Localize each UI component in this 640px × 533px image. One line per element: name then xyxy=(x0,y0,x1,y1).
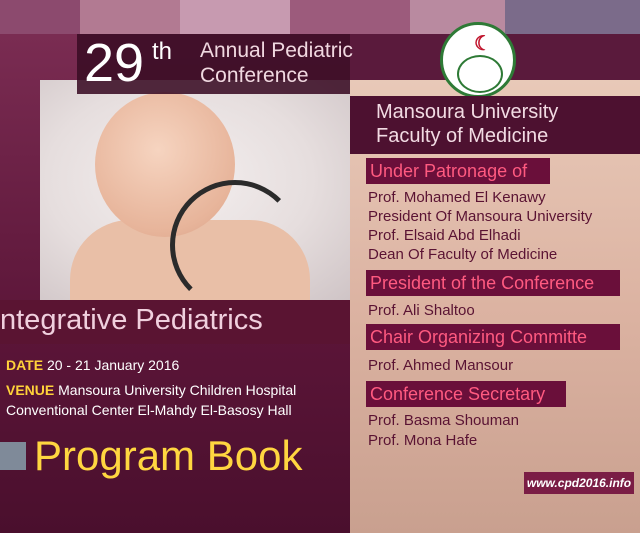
edition-number: 29 xyxy=(84,33,145,93)
secretary2-name: Prof. Mona Hafe xyxy=(368,432,478,449)
conference-title-line1: Annual Pediatric xyxy=(200,39,353,62)
decorative-square xyxy=(0,442,26,470)
patron1-name: Prof. Mohamed El Kenawy xyxy=(368,189,546,206)
logo-emblem xyxy=(457,55,503,93)
secretary-header: Conference Secretary xyxy=(366,381,566,407)
conference-title xyxy=(200,38,353,88)
patronage-header: Under Patronage of xyxy=(366,158,550,184)
header-tile xyxy=(505,0,640,34)
header-tile xyxy=(290,0,410,34)
conference-title-line2: Conference xyxy=(200,64,309,87)
president-header: President of the Conference xyxy=(366,270,620,296)
header-tile xyxy=(180,0,290,34)
university-logo xyxy=(440,22,516,98)
institution-name xyxy=(376,100,558,148)
event-venue xyxy=(6,380,296,420)
event-date xyxy=(6,357,179,373)
edition-suffix: th xyxy=(152,38,173,65)
header-tile xyxy=(0,0,80,34)
header-tile xyxy=(80,0,180,34)
chair-name: Prof. Ahmed Mansour xyxy=(368,357,514,374)
institution-line1: Mansoura University xyxy=(376,101,559,123)
venue-line1: Mansoura University Children Hospital xyxy=(58,382,297,398)
patron2-name: Prof. Elsaid Abd Elhadi xyxy=(368,227,521,244)
president-name: Prof. Ali Shaltoo xyxy=(368,302,475,319)
patron2-role: Dean Of Faculty of Medicine xyxy=(368,246,558,263)
program-book-title: Program Book xyxy=(34,432,303,479)
date-label: DATE xyxy=(6,357,44,373)
website-link[interactable]: www.cpd2016.info xyxy=(524,472,634,494)
venue-label: VENUE xyxy=(6,382,55,398)
venue-line2: Conventional Center El-Mahdy El-Basosy Hall xyxy=(6,402,292,418)
institution-line2: Faculty of Medicine xyxy=(376,125,549,147)
stethoscope-icon xyxy=(170,180,300,310)
chair-header: Chair Organizing Committe xyxy=(366,324,620,350)
conference-theme: ntegrative Pediatrics xyxy=(0,304,263,336)
secretary1-name: Prof. Basma Shouman xyxy=(368,412,519,429)
date-value: 20 - 21 January 2016 xyxy=(46,357,180,373)
crescent-icon: ☾ xyxy=(474,33,492,55)
patron1-role: President Of Mansoura University xyxy=(368,208,593,225)
